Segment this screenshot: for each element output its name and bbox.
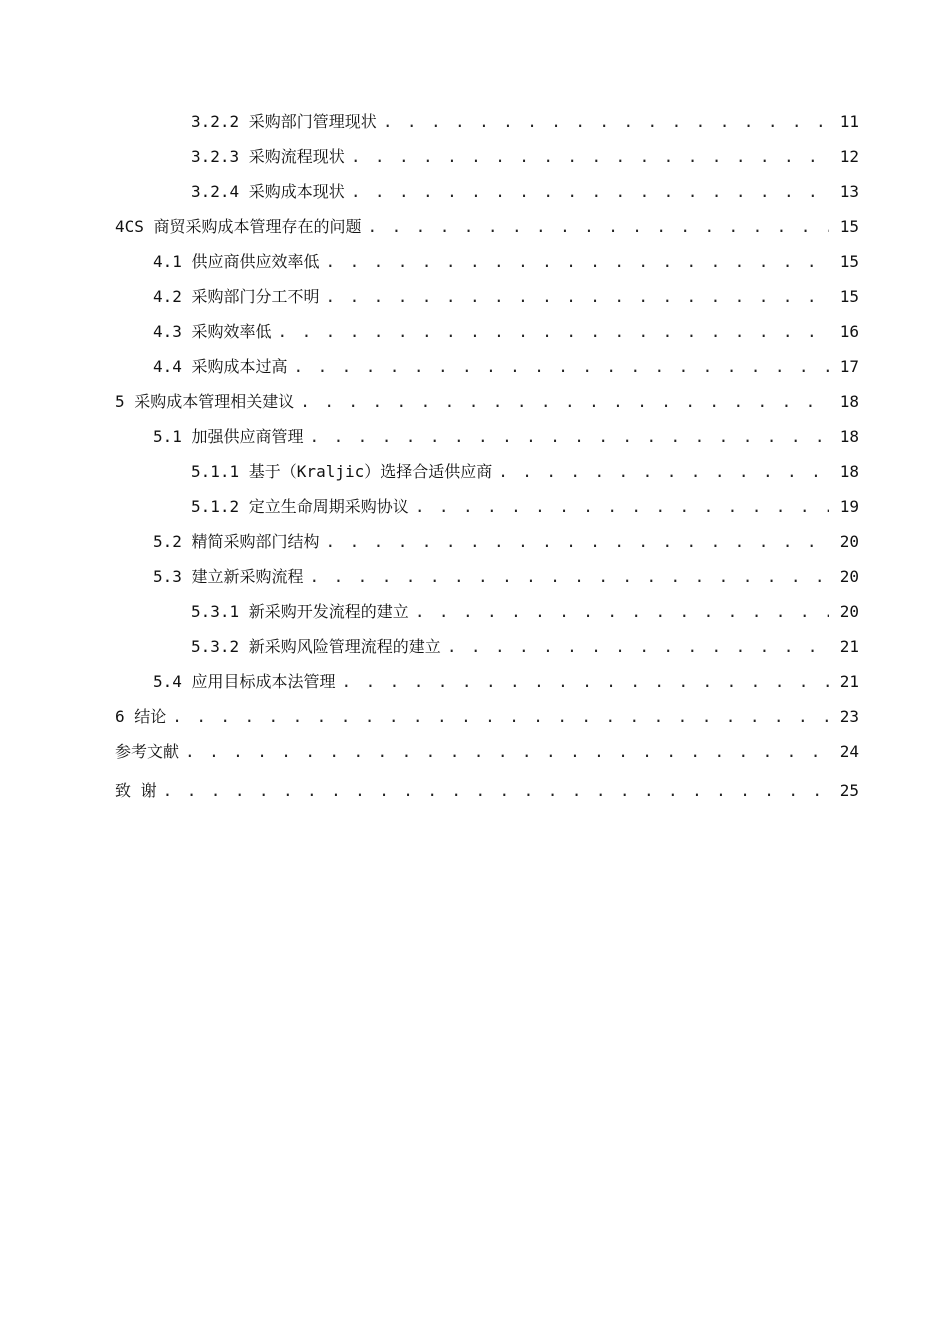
toc-dot-leader xyxy=(383,104,829,139)
toc-entry-title: 5.3.2 新采购风险管理流程的建立 xyxy=(191,637,441,656)
toc-page-number: 20 xyxy=(839,602,859,621)
toc-entry-title: 4CS 商贸采购成本管理存在的问题 xyxy=(115,217,362,236)
toc-entry-references[interactable] xyxy=(115,734,859,769)
toc-entry-5-1-2[interactable] xyxy=(115,489,859,524)
toc-entry-title: 4.1 供应商供应效率低 xyxy=(153,252,320,271)
toc-entry-title: 3.2.2 采购部门管理现状 xyxy=(191,112,377,131)
toc-entry-5-3-2[interactable] xyxy=(115,629,859,664)
toc-page-number: 21 xyxy=(839,637,859,656)
toc-page-number: 11 xyxy=(839,112,859,131)
toc-dot-leader xyxy=(498,454,829,489)
toc-dot-leader xyxy=(415,489,829,524)
toc-page-number: 15 xyxy=(839,217,859,236)
toc-entry-title: 参考文献 xyxy=(115,742,180,761)
toc-entry-chapter-5[interactable] xyxy=(115,384,859,419)
toc-entry-3-2-2[interactable] xyxy=(115,104,859,139)
toc-entry-acknowledgements[interactable] xyxy=(115,773,859,808)
toc-dot-leader xyxy=(172,699,829,734)
toc-entry-chapter-6[interactable] xyxy=(115,699,859,734)
toc-page-number: 19 xyxy=(839,497,859,516)
toc-dot-leader xyxy=(351,174,829,209)
toc-entry-title: 5.4 应用目标成本法管理 xyxy=(153,672,336,691)
toc-dot-leader xyxy=(368,209,829,244)
toc-entry-3-2-3[interactable] xyxy=(115,139,859,174)
toc-entry-title: 6 结论 xyxy=(115,707,167,726)
table-of-contents xyxy=(115,104,859,808)
toc-entry-5-1[interactable] xyxy=(115,419,859,454)
toc-page-number: 12 xyxy=(839,147,859,166)
toc-dot-leader xyxy=(415,594,829,629)
toc-dot-leader xyxy=(326,279,829,314)
toc-dot-leader xyxy=(447,629,829,664)
toc-dot-leader xyxy=(163,773,829,808)
toc-entry-title: 3.2.3 采购流程现状 xyxy=(191,147,345,166)
toc-dot-leader xyxy=(351,139,829,174)
toc-page-number: 17 xyxy=(839,357,859,376)
toc-dot-leader xyxy=(185,734,829,769)
toc-entry-5-1-1[interactable] xyxy=(115,454,859,489)
toc-entry-3-2-4[interactable] xyxy=(115,174,859,209)
toc-entry-title: 4.3 采购效率低 xyxy=(153,322,272,341)
toc-dot-leader xyxy=(326,244,829,279)
toc-entry-5-3[interactable] xyxy=(115,559,859,594)
toc-page-number: 21 xyxy=(839,672,859,691)
toc-entry-title: 5.1.1 基于（Kraljic）选择合适供应商 xyxy=(191,462,493,481)
toc-entry-title: 致 谢 xyxy=(115,781,157,800)
toc-page-number: 13 xyxy=(839,182,859,201)
toc-dot-leader xyxy=(300,384,829,419)
toc-page-number: 24 xyxy=(839,742,859,761)
toc-entry-title: 4.2 采购部门分工不明 xyxy=(153,287,320,306)
toc-entry-4-4[interactable] xyxy=(115,349,859,384)
toc-page-number: 18 xyxy=(839,392,859,411)
toc-dot-leader xyxy=(326,524,829,559)
toc-entry-5-2[interactable] xyxy=(115,524,859,559)
toc-page-number: 20 xyxy=(839,532,859,551)
toc-entry-4-1[interactable] xyxy=(115,244,859,279)
toc-entry-title: 5 采购成本管理相关建议 xyxy=(115,392,295,411)
toc-dot-leader xyxy=(342,664,829,699)
toc-page-number: 15 xyxy=(839,252,859,271)
toc-dot-leader xyxy=(294,349,829,384)
toc-page-number: 23 xyxy=(839,707,859,726)
toc-entry-title: 3.2.4 采购成本现状 xyxy=(191,182,345,201)
toc-entry-title: 5.2 精简采购部门结构 xyxy=(153,532,320,551)
toc-dot-leader xyxy=(310,559,829,594)
toc-page-number: 16 xyxy=(839,322,859,341)
toc-page-number: 18 xyxy=(839,462,859,481)
toc-entry-4-3[interactable] xyxy=(115,314,859,349)
toc-entry-title: 4.4 采购成本过高 xyxy=(153,357,288,376)
toc-entry-title: 5.3.1 新采购开发流程的建立 xyxy=(191,602,409,621)
toc-entry-title: 5.1.2 定立生命周期采购协议 xyxy=(191,497,409,516)
toc-page-number: 18 xyxy=(839,427,859,446)
toc-entry-5-3-1[interactable] xyxy=(115,594,859,629)
toc-entry-chapter-4[interactable] xyxy=(115,209,859,244)
toc-page-number: 20 xyxy=(839,567,859,586)
toc-dot-leader xyxy=(310,419,829,454)
toc-entry-5-4[interactable] xyxy=(115,664,859,699)
toc-entry-4-2[interactable] xyxy=(115,279,859,314)
toc-page-number: 25 xyxy=(839,781,859,800)
toc-entry-title: 5.3 建立新采购流程 xyxy=(153,567,304,586)
toc-entry-title: 5.1 加强供应商管理 xyxy=(153,427,304,446)
toc-dot-leader xyxy=(278,314,829,349)
toc-page-number: 15 xyxy=(839,287,859,306)
